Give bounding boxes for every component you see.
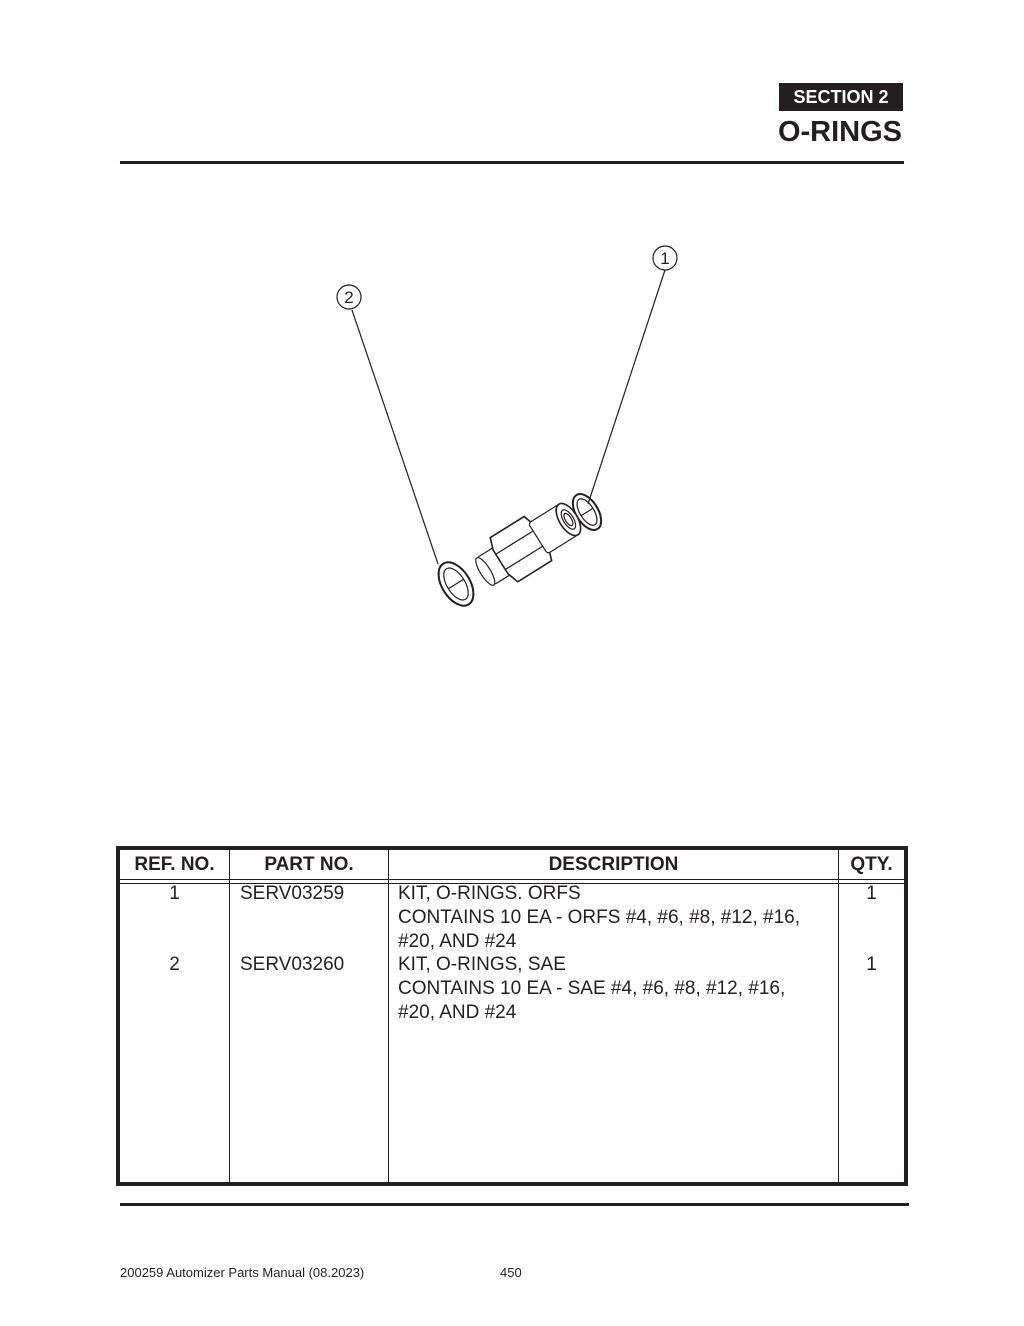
o-ring-2 [431, 556, 480, 612]
leader-line-2 [352, 310, 438, 564]
section-badge: SECTION 2 [779, 83, 903, 111]
footer-rule [120, 1203, 909, 1206]
row-2-qty: 1 [866, 954, 877, 975]
row-2-desc-line-2: CONTAINS 10 EA - SAE #4, #6, #8, #12, #16, [398, 978, 786, 999]
header-rule [120, 161, 904, 164]
row-1-ref: 1 [169, 883, 180, 904]
row-2-ref: 2 [169, 954, 180, 975]
leader-line-1 [588, 270, 665, 504]
row-1-desc-line-3: #20, AND #24 [398, 931, 517, 952]
row-1-desc-line-2: CONTAINS 10 EA - ORFS #4, #6, #8, #12, #16, [398, 907, 801, 928]
row-2-desc-line-1: KIT, O-RINGS, SAE [398, 954, 566, 975]
header-qty: QTY. [850, 854, 893, 875]
callout-label-2: 2 [344, 288, 354, 307]
column-divider [388, 850, 389, 1182]
row-1-qty: 1 [866, 883, 877, 904]
row-1-desc-line-1: KIT, O-RINGS. ORFS [398, 883, 581, 904]
column-divider [229, 850, 230, 1182]
header-ref-no: REF. NO. [134, 854, 215, 875]
callout-label-1: 1 [660, 249, 670, 268]
footer-page-number: 450 [500, 1265, 522, 1280]
footer-manual-title: 200259 Automizer Parts Manual (08.2023) [120, 1265, 365, 1280]
fitting [467, 493, 590, 596]
page-title: O-RINGS [777, 116, 902, 148]
header-divider [120, 879, 904, 880]
row-1-part: SERV03259 [240, 883, 345, 904]
header-description: DESCRIPTION [548, 854, 679, 875]
header-part-no: PART NO. [264, 854, 354, 875]
row-2-part: SERV03260 [240, 954, 345, 975]
parts-drawing [300, 230, 720, 630]
row-2-desc-line-3: #20, AND #24 [398, 1002, 517, 1023]
parts-table [116, 846, 908, 1186]
